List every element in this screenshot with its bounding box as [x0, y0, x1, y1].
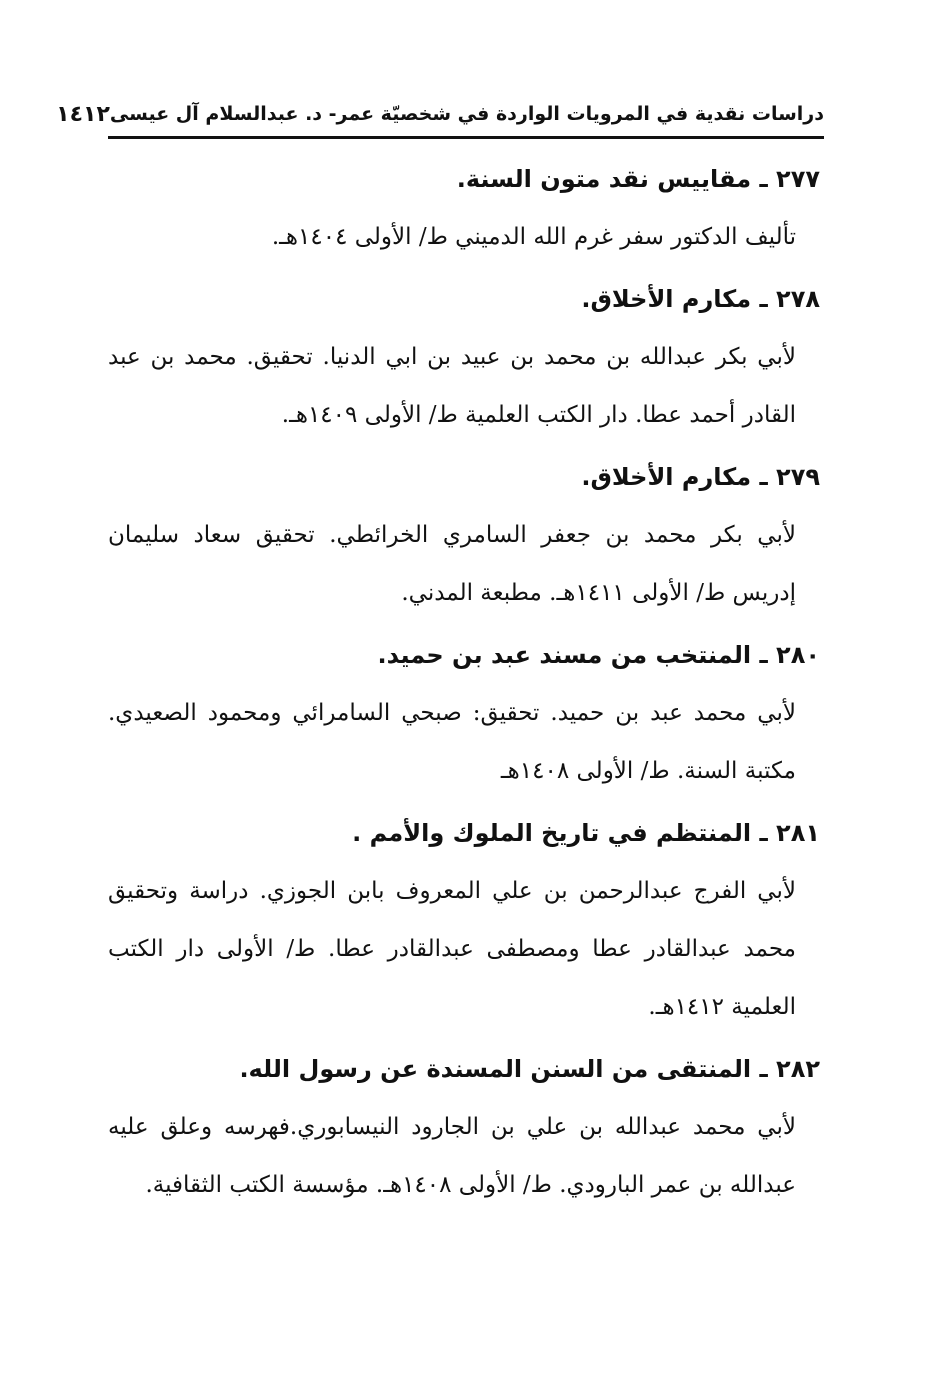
- bibliography-entry: [100, 1040, 824, 1214]
- running-title: دراسات نقدية في المرويات الواردة في شخصيّة عمر- د. عبدالسلام آل عيسى: [109, 103, 824, 125]
- entry-body: لأبي الفرج عبدالرحمن بن علي المعروف بابن الجوزي. دراسة وتحقيق محمد عبدالقادر عطا ومصطفى عبدالقادر عطا. ط/ الأولى دار الكتب العلمية ١٤١٢هـ.: [108, 878, 796, 1020]
- entry-title: ٢٨٠ ـ المنتخب من مسند عبد بن حميد.: [377, 641, 820, 669]
- entry-body: تأليف الدكتور سفر غرم الله الدميني ط/ الأولى ١٤٠٤هـ.: [271, 224, 796, 250]
- entry-body: لأبي محمد عبد بن حميد. تحقيق: صبحي السامرائي ومحمود الصعيدي. مكتبة السنة. ط/ الأولى ١٤٠٨هـ: [108, 700, 796, 784]
- page-header: [56, 96, 824, 132]
- bibliography-list: [100, 150, 824, 1218]
- entry-body: لأبي بكر عبدالله بن محمد بن عبيد بن ابي الدنيا. تحقيق. محمد بن عبد القادر أحمد عطا. دار الكتب العلمية ط/ الأولى ١٤٠٩هـ.: [108, 344, 796, 428]
- entry-body: لأبي محمد عبدالله بن علي بن الجارود النيسابوري.فهرسه وعلق عليه عبدالله بن عمر البارودي. ط/ الأولى ١٤٠٨هـ. مؤسسة الكتب الثقافية.: [108, 1114, 796, 1198]
- bibliography-entry: [100, 804, 824, 1036]
- header-rule: [108, 136, 824, 139]
- entry-title: ٢٧٩ ـ مكارم الأخلاق.: [581, 463, 820, 491]
- bibliography-entry: [100, 150, 824, 266]
- entry-body: لأبي بكر محمد بن جعفر السامري الخرائطي. تحقيق سعاد سليمان إدريس ط/ الأولى ١٤١١هـ. مطبعة المدني.: [108, 522, 796, 606]
- bibliography-entry: [100, 448, 824, 622]
- entry-title: ٢٨١ ـ المنتظم في تاريخ الملوك والأمم .: [352, 819, 820, 847]
- entry-title: ٢٧٨ ـ مكارم الأخلاق.: [581, 285, 820, 313]
- bibliography-entry: [100, 270, 824, 444]
- entry-title: ٢٧٧ ـ مقاييس نقد متون السنة.: [456, 165, 820, 193]
- page-number: ١٤١٢: [56, 101, 110, 127]
- entry-title: ٢٨٢ ـ المنتقى من السنن المسندة عن رسول الله.: [239, 1055, 820, 1083]
- bibliography-entry: [100, 626, 824, 800]
